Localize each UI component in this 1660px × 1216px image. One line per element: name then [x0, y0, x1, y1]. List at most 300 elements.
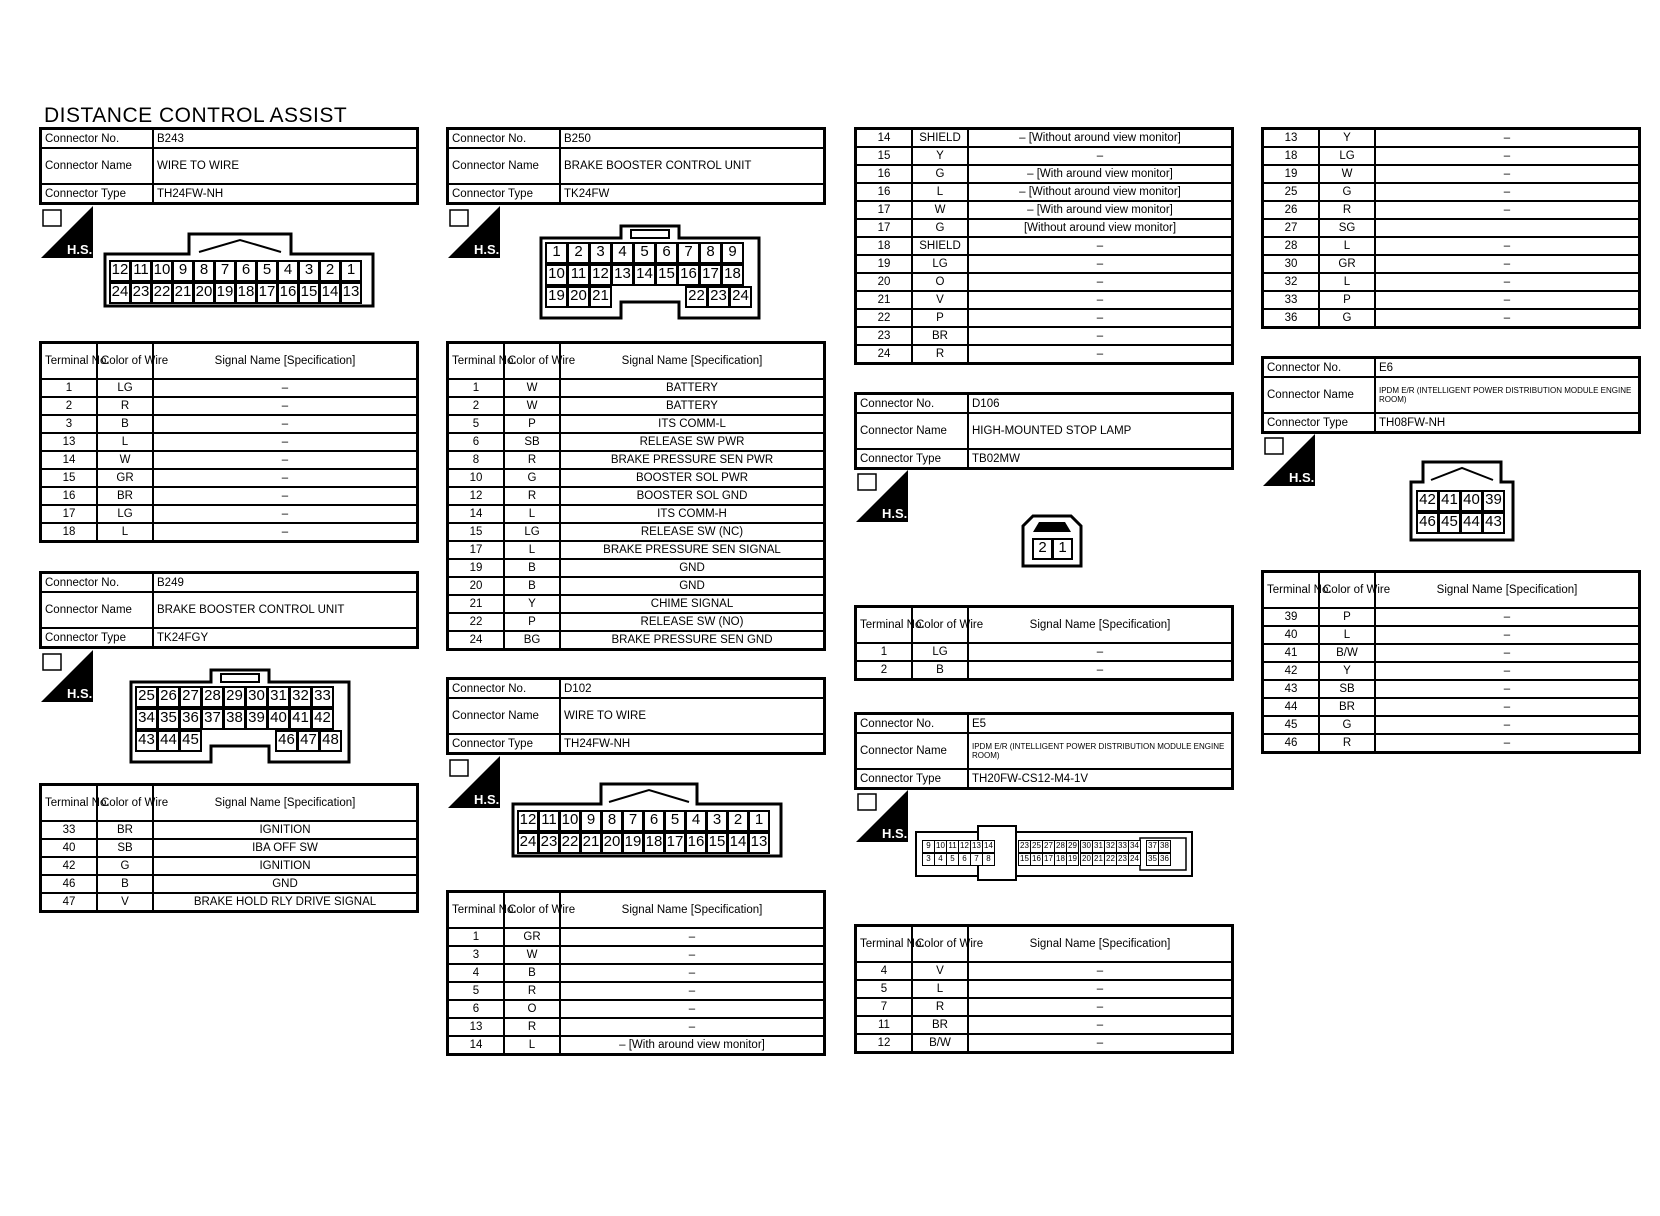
- table-row: [448, 505, 825, 523]
- connector-pin: 19: [622, 832, 644, 854]
- connector-pin: 16: [1030, 853, 1043, 866]
- wire-color-cell: BR: [912, 1016, 968, 1034]
- table-row: [856, 273, 1233, 291]
- connector-pin: 7: [970, 853, 983, 866]
- signal-name-cell: BRAKE PRESSURE SEN SIGNAL: [560, 541, 825, 559]
- b243-connector-face: [103, 232, 377, 308]
- terminal-cell: 20: [448, 577, 505, 595]
- signal-name-cell: –: [560, 1018, 825, 1036]
- connector-type-value: TH24FW-NH: [560, 734, 825, 754]
- connector-pin: 24: [109, 282, 131, 304]
- d102-info: [446, 677, 826, 755]
- connector-pin: 36: [179, 708, 202, 730]
- connector-pin: 40: [267, 708, 290, 730]
- table-row: [448, 964, 825, 982]
- label-connector-no: Connector No.: [856, 714, 969, 734]
- connector-pin: 6: [655, 242, 678, 264]
- col-signal: Signal Name [Specification]: [153, 343, 418, 380]
- connector-pin: 9: [580, 810, 602, 832]
- terminal-cell: 22: [856, 309, 913, 327]
- table-row: [448, 523, 825, 541]
- connector-pin: 13: [748, 832, 770, 854]
- connector-pin: 11: [538, 810, 560, 832]
- wire-color-cell: B/W: [912, 1034, 968, 1053]
- terminal-cell: 27: [1263, 219, 1320, 237]
- col-color: Color of Wire: [504, 892, 560, 929]
- table-row: [856, 291, 1233, 309]
- connector-pin: 38: [223, 708, 246, 730]
- connector-pin: 2: [1032, 538, 1053, 560]
- connector-pin: 22: [559, 832, 581, 854]
- hs-icon: [41, 650, 93, 702]
- connector-pin: 39: [1482, 490, 1505, 512]
- connector-no-value: B243: [153, 129, 418, 149]
- connector-pin: 17: [1042, 853, 1055, 866]
- b249-info: [39, 571, 419, 649]
- terminal-cell: 19: [1263, 165, 1320, 183]
- col-signal: Signal Name [Specification]: [1375, 572, 1640, 609]
- signal-name-cell: BATTERY: [560, 379, 825, 397]
- terminal-cell: 39: [1263, 608, 1320, 626]
- signal-name-cell: –: [153, 523, 418, 542]
- hs-icon: [448, 206, 500, 258]
- e6-info: [1261, 356, 1641, 434]
- terminal-cell: 13: [448, 1018, 505, 1036]
- e5-signal-table: [854, 924, 1234, 1054]
- connector-pin: 23: [707, 286, 730, 308]
- terminal-cell: 15: [856, 147, 913, 165]
- d106-signal-table: [854, 605, 1234, 681]
- signal-name-cell: –: [968, 661, 1233, 680]
- table-row: [448, 559, 825, 577]
- signal-name-cell: –: [968, 643, 1233, 661]
- terminal-cell: 21: [448, 595, 505, 613]
- terminal-cell: 20: [856, 273, 913, 291]
- wire-color-cell: B/W: [1319, 644, 1375, 662]
- col-terminal: Terminal No.: [448, 892, 505, 929]
- terminal-cell: 14: [448, 505, 505, 523]
- connector-pin: 30: [245, 686, 268, 708]
- connector-pin: 14: [319, 282, 341, 304]
- signal-name-cell: –: [1375, 644, 1640, 662]
- table-row: [856, 327, 1233, 345]
- col-terminal: Terminal No.: [856, 607, 913, 644]
- terminal-cell: 2: [448, 397, 505, 415]
- col-terminal: Terminal No.: [1263, 572, 1320, 609]
- label-connector-name: Connector Name: [448, 698, 561, 734]
- terminal-cell: 42: [41, 857, 98, 875]
- wire-color-cell: R: [912, 345, 968, 364]
- signal-name-cell: –: [968, 962, 1233, 980]
- hs-icon: [41, 206, 93, 258]
- table-row: [856, 998, 1233, 1016]
- terminal-cell: 45: [1263, 716, 1320, 734]
- table-row: [1263, 626, 1640, 644]
- table-row: [1263, 680, 1640, 698]
- table-row: [856, 237, 1233, 255]
- signal-name-cell: BOOSTER SOL GND: [560, 487, 825, 505]
- label-connector-no: Connector No.: [448, 129, 561, 149]
- connector-pin: 15: [298, 282, 320, 304]
- terminal-cell: 2: [41, 397, 98, 415]
- terminal-cell: 26: [1263, 201, 1320, 219]
- table-row: [1263, 183, 1640, 201]
- wire-color-cell: L: [504, 541, 560, 559]
- signal-name-cell: –: [968, 237, 1233, 255]
- signal-name-cell: –: [560, 946, 825, 964]
- terminal-cell: 10: [448, 469, 505, 487]
- table-row: [1263, 309, 1640, 328]
- terminal-cell: 36: [1263, 309, 1320, 328]
- b249-signal-table: [39, 783, 419, 913]
- connector-pin: 35: [1146, 853, 1159, 866]
- signal-name-cell: RELEASE SW (NC): [560, 523, 825, 541]
- table-row: [448, 928, 825, 946]
- terminal-cell: 17: [41, 505, 98, 523]
- signal-name-cell: –: [1375, 201, 1640, 219]
- wire-color-cell: W: [504, 946, 560, 964]
- wire-color-cell: SB: [1319, 680, 1375, 698]
- signal-name-cell: – [With around view monitor]: [968, 165, 1233, 183]
- connector-pin: 33: [311, 686, 334, 708]
- wire-color-cell: L: [97, 523, 153, 542]
- d102-signal-table: [446, 890, 826, 1056]
- connector-no-value: D102: [560, 679, 825, 699]
- connector-no-value: E6: [1375, 358, 1640, 378]
- connector-pin: 28: [1054, 840, 1067, 853]
- hs-icon: [856, 470, 908, 522]
- label-connector-name: Connector Name: [856, 733, 969, 769]
- signal-name-cell: –: [968, 1034, 1233, 1053]
- col-signal: Signal Name [Specification]: [968, 607, 1233, 644]
- connector-type-value: TH20FW-CS12-M4-1V: [968, 769, 1233, 789]
- wire-color-cell: G: [1319, 716, 1375, 734]
- terminal-cell: 18: [1263, 147, 1320, 165]
- label-connector-name: Connector Name: [41, 148, 154, 184]
- connector-pin: 8: [982, 853, 995, 866]
- table-row: [41, 379, 418, 397]
- signal-name-cell: – [With around view monitor]: [968, 201, 1233, 219]
- signal-name-cell: –: [153, 487, 418, 505]
- table-row: [856, 183, 1233, 201]
- table-row: [448, 595, 825, 613]
- terminal-cell: 17: [856, 201, 913, 219]
- b243-info: [39, 127, 419, 205]
- wire-color-cell: LG: [504, 523, 560, 541]
- label-connector-no: Connector No.: [448, 679, 561, 699]
- connector-pin: 5: [256, 260, 278, 282]
- b243-signal-table: [39, 341, 419, 543]
- connector-pin: 10: [559, 810, 581, 832]
- b250-info: [446, 127, 826, 205]
- connector-pin: 29: [223, 686, 246, 708]
- connector-pin: 20: [601, 832, 623, 854]
- wire-color-cell: V: [912, 291, 968, 309]
- label-connector-no: Connector No.: [41, 129, 154, 149]
- connector-name-value: HIGH-MOUNTED STOP LAMP: [968, 413, 1233, 449]
- terminal-cell: 5: [448, 982, 505, 1000]
- wire-color-cell: L: [504, 1036, 560, 1055]
- connector-name-value: BRAKE BOOSTER CONTROL UNIT: [153, 592, 418, 628]
- signal-name-cell: –: [1375, 662, 1640, 680]
- wire-color-cell: L: [912, 183, 968, 201]
- signal-name-cell: –: [1375, 680, 1640, 698]
- col-color: Color of Wire: [912, 926, 968, 963]
- svg-text:H.S.: H.S.: [474, 242, 500, 257]
- label-connector-type: Connector Type: [856, 449, 969, 469]
- wire-color-cell: B: [97, 875, 153, 893]
- table-row: [1263, 662, 1640, 680]
- connector-pin: 24: [729, 286, 752, 308]
- connector-pin: 21: [1092, 853, 1105, 866]
- wire-color-cell: L: [912, 980, 968, 998]
- table-row: [856, 661, 1233, 680]
- terminal-cell: 28: [1263, 237, 1320, 255]
- terminal-cell: 14: [448, 1036, 505, 1055]
- signal-name-cell: –: [153, 415, 418, 433]
- connector-pin: 3: [706, 810, 728, 832]
- signal-name-cell: –: [968, 327, 1233, 345]
- connector-pin: 2: [727, 810, 749, 832]
- signal-name-cell: –: [153, 379, 418, 397]
- signal-name-cell: RELEASE SW (NO): [560, 613, 825, 631]
- table-row: [448, 946, 825, 964]
- connector-pin: 43: [1482, 512, 1505, 534]
- connector-pin: 8: [193, 260, 215, 282]
- connector-pin: 7: [214, 260, 236, 282]
- terminal-cell: 33: [1263, 291, 1320, 309]
- terminal-cell: 16: [856, 165, 913, 183]
- wire-color-cell: P: [1319, 291, 1375, 309]
- connector-no-value: B249: [153, 573, 418, 593]
- connector-pin: 5: [664, 810, 686, 832]
- terminal-cell: 3: [41, 415, 98, 433]
- label-connector-no: Connector No.: [1263, 358, 1376, 378]
- connector-pin: 24: [517, 832, 539, 854]
- signal-name-cell: BOOSTER SOL PWR: [560, 469, 825, 487]
- col-color: Color of Wire: [1319, 572, 1375, 609]
- signal-name-cell: –: [968, 273, 1233, 291]
- table-row: [856, 201, 1233, 219]
- signal-name-cell: – [With around view monitor]: [560, 1036, 825, 1055]
- table-row: [448, 379, 825, 397]
- wire-color-cell: L: [1319, 626, 1375, 644]
- terminal-cell: 17: [856, 219, 913, 237]
- b250-signal-table: [446, 341, 826, 651]
- wire-color-cell: L: [1319, 273, 1375, 291]
- connector-pin: 48: [319, 730, 342, 752]
- wire-color-cell: BR: [912, 327, 968, 345]
- connector-pin: 40: [1460, 490, 1483, 512]
- col-signal: Signal Name [Specification]: [153, 785, 418, 822]
- connector-pin: 23: [538, 832, 560, 854]
- connector-pin: 25: [135, 686, 158, 708]
- connector-pin: 36: [1158, 853, 1171, 866]
- connector-pin: 15: [706, 832, 728, 854]
- connector-type-value: TB02MW: [968, 449, 1233, 469]
- table-row: [1263, 147, 1640, 165]
- wire-color-cell: L: [1319, 237, 1375, 255]
- table-row: [41, 469, 418, 487]
- label-connector-type: Connector Type: [448, 734, 561, 754]
- terminal-cell: 1: [856, 643, 913, 661]
- connector-pin: 31: [267, 686, 290, 708]
- connector-type-value: TK24FW: [560, 184, 825, 204]
- connector-pin: 34: [1128, 840, 1141, 853]
- wire-color-cell: G: [504, 469, 560, 487]
- connector-pin: 20: [193, 282, 215, 304]
- connector-pin: 4: [277, 260, 299, 282]
- terminal-cell: 43: [1263, 680, 1320, 698]
- svg-text:H.S.: H.S.: [67, 242, 93, 257]
- table-row: [856, 1016, 1233, 1034]
- connector-no-value: B250: [560, 129, 825, 149]
- label-connector-no: Connector No.: [41, 573, 154, 593]
- table-row: [448, 397, 825, 415]
- connector-pin: 43: [135, 730, 158, 752]
- label-connector-name: Connector Name: [856, 413, 969, 449]
- connector-name-value: WIRE TO WIRE: [560, 698, 825, 734]
- signal-name-cell: –: [560, 928, 825, 946]
- signal-name-cell: GND: [560, 559, 825, 577]
- table-row: [856, 255, 1233, 273]
- connector-pin: 33: [1116, 840, 1129, 853]
- col-terminal: Terminal No.: [448, 343, 505, 380]
- connector-pin: 3: [922, 853, 935, 866]
- terminal-cell: 22: [448, 613, 505, 631]
- hs-icon: [1263, 434, 1315, 486]
- signal-name-cell: ITS COMM-L: [560, 415, 825, 433]
- table-row: [1263, 698, 1640, 716]
- connector-pin: 4: [611, 242, 634, 264]
- svg-text:H.S.: H.S.: [882, 826, 908, 841]
- wire-color-cell: R: [504, 487, 560, 505]
- col-color: Color of Wire: [97, 343, 153, 380]
- connector-name-value: IPDM E/R (INTELLIGENT POWER DISTRIBUTION MODULE ENGINE ROOM): [1375, 377, 1640, 413]
- terminal-cell: 13: [41, 433, 98, 451]
- connector-pin: 17: [664, 832, 686, 854]
- table-row: [41, 415, 418, 433]
- connector-pin: 17: [699, 264, 722, 286]
- table-row: [1263, 734, 1640, 753]
- signal-name-cell: –: [1375, 129, 1640, 148]
- table-row: [448, 1000, 825, 1018]
- wire-color-cell: SHIELD: [912, 237, 968, 255]
- signal-name-cell: –: [968, 980, 1233, 998]
- connector-pin: 47: [297, 730, 320, 752]
- terminal-cell: 5: [448, 415, 505, 433]
- label-connector-type: Connector Type: [856, 769, 969, 789]
- signal-name-cell: IGNITION: [153, 821, 418, 839]
- connector-pin: 22: [1104, 853, 1117, 866]
- signal-name-cell: –: [968, 345, 1233, 364]
- label-connector-type: Connector Type: [1263, 413, 1376, 433]
- connector-pin: 21: [580, 832, 602, 854]
- connector-pin: 11: [130, 260, 152, 282]
- signal-name-cell: –: [560, 964, 825, 982]
- connector-pin: 18: [1054, 853, 1067, 866]
- connector-pin: 1: [545, 242, 568, 264]
- terminal-cell: 1: [41, 379, 98, 397]
- signal-name-cell: –: [968, 291, 1233, 309]
- signal-name-cell: –: [153, 469, 418, 487]
- connector-type-value: TH24FW-NH: [153, 184, 418, 204]
- table-row: [448, 541, 825, 559]
- connector-pin: 27: [1042, 840, 1055, 853]
- wire-color-cell: GR: [504, 928, 560, 946]
- terminal-cell: 6: [448, 1000, 505, 1018]
- connector-no-value: E5: [968, 714, 1233, 734]
- connector-pin: 31: [1092, 840, 1105, 853]
- connector-pin: 3: [589, 242, 612, 264]
- signal-name-cell: IGNITION: [153, 857, 418, 875]
- wire-color-cell: LG: [912, 255, 968, 273]
- svg-text:H.S.: H.S.: [1289, 470, 1315, 485]
- wire-color-cell: P: [1319, 608, 1375, 626]
- connector-pin: 20: [567, 286, 590, 308]
- wire-color-cell: R: [504, 451, 560, 469]
- terminal-cell: 24: [448, 631, 505, 650]
- signal-name-cell: –: [968, 309, 1233, 327]
- e5-connector-face: [914, 824, 1194, 882]
- table-row: [448, 451, 825, 469]
- terminal-cell: 17: [448, 541, 505, 559]
- connector-pin: 14: [727, 832, 749, 854]
- connector-pin: 17: [256, 282, 278, 304]
- wire-color-cell: O: [504, 1000, 560, 1018]
- wire-color-cell: BR: [1319, 698, 1375, 716]
- col-color: Color of Wire: [912, 607, 968, 644]
- wire-color-cell: G: [912, 165, 968, 183]
- connector-pin: 22: [151, 282, 173, 304]
- connector-pin: 6: [958, 853, 971, 866]
- signal-name-cell: –: [560, 982, 825, 1000]
- connector-pin: 8: [601, 810, 623, 832]
- signal-name-cell: –: [1375, 273, 1640, 291]
- connector-pin: 41: [289, 708, 312, 730]
- wire-color-cell: V: [912, 962, 968, 980]
- signal-name-cell: –: [1375, 147, 1640, 165]
- label-connector-type: Connector Type: [41, 184, 154, 204]
- connector-pin: 37: [201, 708, 224, 730]
- connector-name-value: BRAKE BOOSTER CONTROL UNIT: [560, 148, 825, 184]
- wire-color-cell: G: [1319, 309, 1375, 328]
- connector-pin: 27: [179, 686, 202, 708]
- connector-pin: 13: [340, 282, 362, 304]
- signal-name-cell: –: [1375, 309, 1640, 328]
- connector-pin: 4: [685, 810, 707, 832]
- wire-color-cell: R: [504, 982, 560, 1000]
- svg-text:H.S.: H.S.: [474, 792, 500, 807]
- table-row: [856, 962, 1233, 980]
- terminal-cell: 46: [1263, 734, 1320, 753]
- connector-pin: 16: [685, 832, 707, 854]
- signal-name-cell: –: [153, 505, 418, 523]
- signal-name-cell: –: [968, 1016, 1233, 1034]
- connector-pin: 46: [275, 730, 298, 752]
- table-row: [448, 415, 825, 433]
- col-signal: Signal Name [Specification]: [560, 892, 825, 929]
- signal-name-cell: GND: [560, 577, 825, 595]
- wire-color-cell: W: [504, 379, 560, 397]
- connector-pin: 37: [1146, 840, 1159, 853]
- table-row: [856, 345, 1233, 364]
- connector-pin: 14: [633, 264, 656, 286]
- connector-name-value: WIRE TO WIRE: [153, 148, 418, 184]
- connector-pin: 46: [1416, 512, 1439, 534]
- terminal-cell: 16: [41, 487, 98, 505]
- connector-pin: 18: [721, 264, 744, 286]
